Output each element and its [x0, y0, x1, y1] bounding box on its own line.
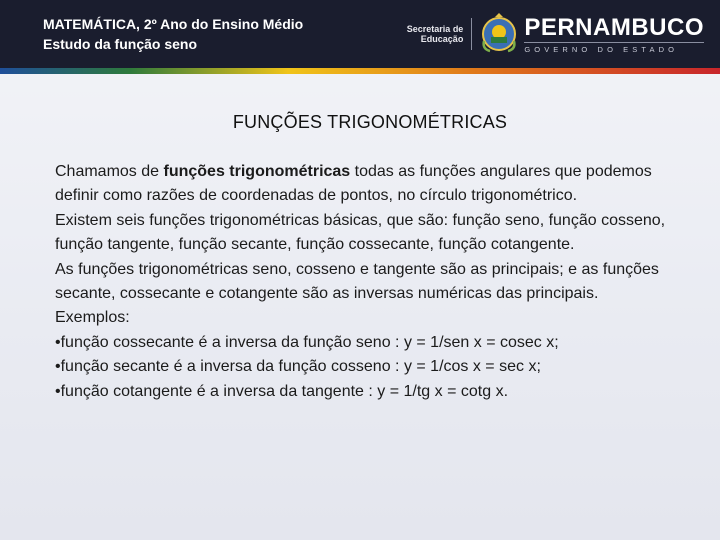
paragraph-principal-functions: As funções trigonométricas seno, cosseno e tangente são as principais; e as funções secante, cossecante e cotangente são as inversas numéricas das principais.	[55, 260, 659, 303]
example-item: •função cossecante é a inversa da função seno : y = 1/sen x = cosec x;	[55, 333, 559, 351]
brand-name: PERNAMBUCO	[524, 13, 704, 41]
paragraph-definition	[55, 160, 695, 209]
slide-body	[55, 160, 695, 404]
government-logo	[407, 10, 704, 58]
logo-divider	[471, 18, 472, 50]
pernambuco-coat-of-arms-icon	[480, 13, 518, 55]
secretaria-label	[407, 24, 464, 44]
examples-heading: Exemplos:	[55, 309, 130, 327]
paragraph-six-functions: Existem seis funções trigonométricas básicas, que são: função seno, função cosseno, função tangente, função secante, função cossecante, função cotangente.	[55, 211, 666, 254]
definition-rest: todas as funções angulares que podemos definir como razões de coordenadas de pontos, no círculo trigonométrico.	[55, 163, 652, 205]
color-stripe	[0, 68, 720, 74]
slide-title: FUNÇÕES TRIGONOMÉTRICAS	[232, 112, 508, 132]
example-item: •função cotangente é a inversa da tangente : y = 1/tg x = cotg x.	[55, 382, 509, 400]
secretaria-line2: Educação	[420, 34, 464, 44]
course-subject: MATEMÁTICA, 2º Ano do Ensino Médio	[43, 16, 304, 32]
definition-term: funções trigonométricas	[163, 163, 351, 180]
slide-header	[0, 0, 720, 68]
brand-subtitle: GOVERNO DO ESTADO	[524, 42, 704, 54]
course-info	[43, 14, 303, 54]
example-item: •função secante é a inversa da função cosseno : y = 1/cos x = sec x;	[55, 358, 541, 376]
brand-block	[524, 15, 704, 54]
definition-intro: Chamamos de	[55, 163, 164, 180]
secretaria-line1: Secretaria de	[406, 24, 464, 34]
course-topic: Estudo da função seno	[43, 36, 198, 52]
